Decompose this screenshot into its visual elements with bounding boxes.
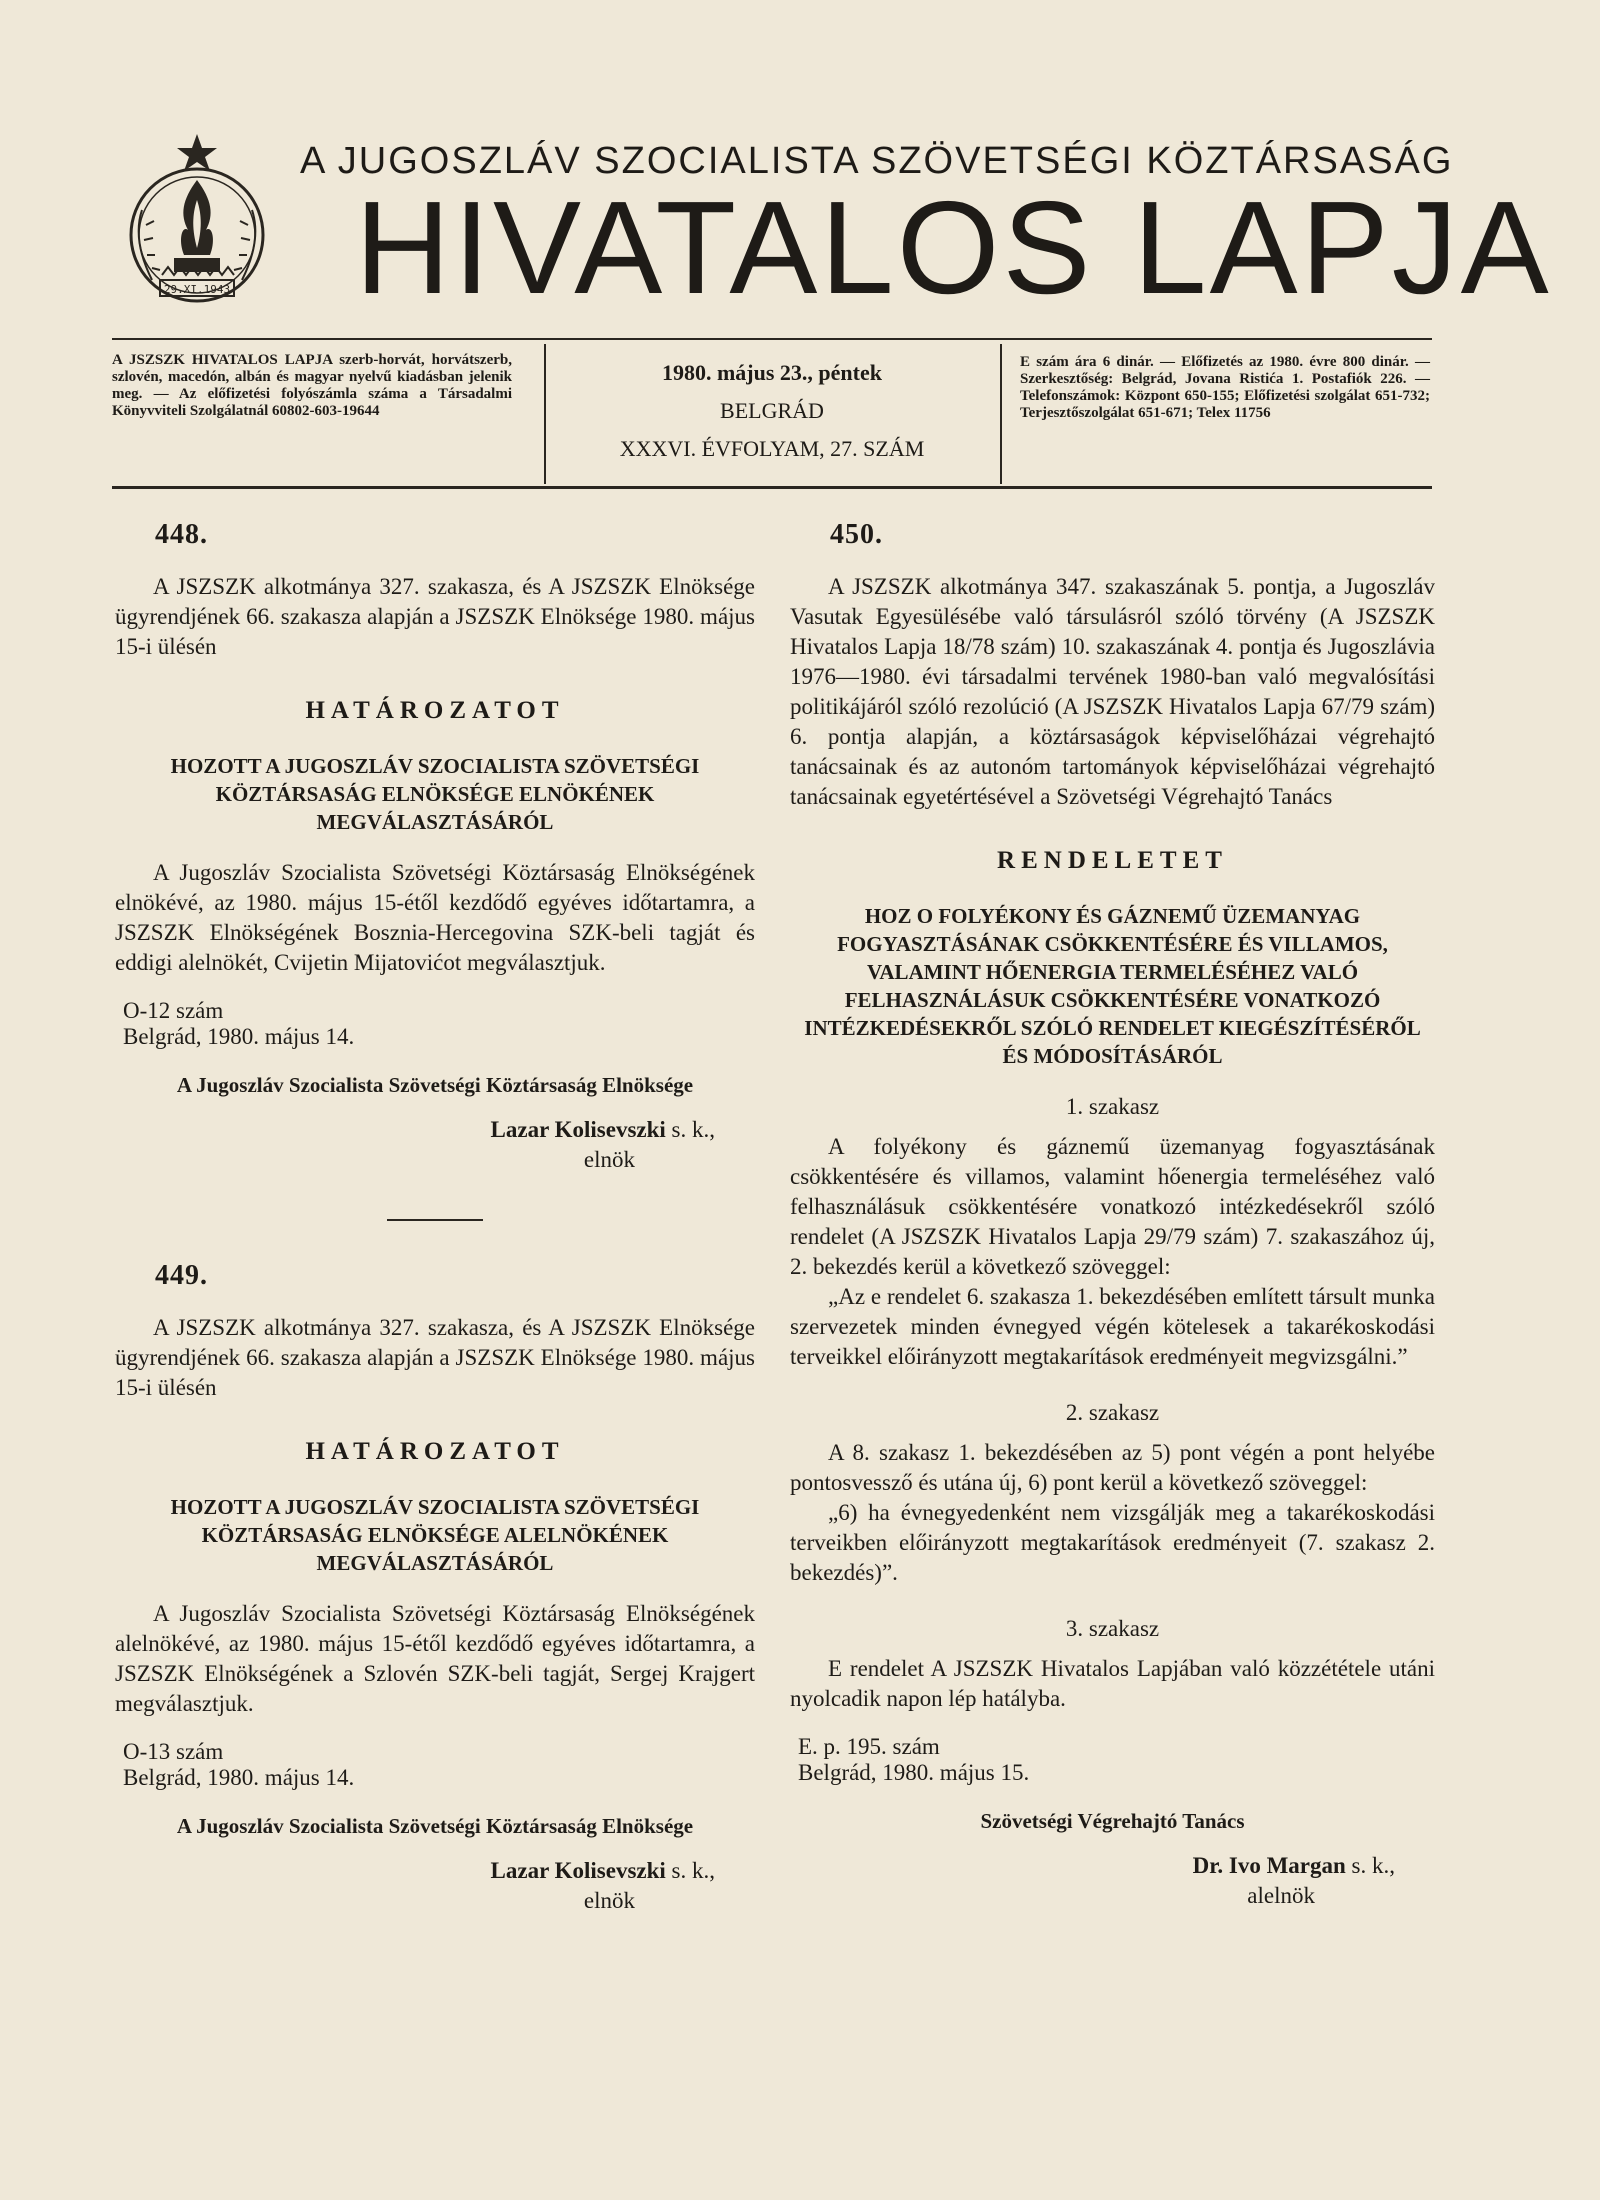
section-1-quote: „Az e rendelet 6. szakasza 1. bekezdésében említett társult munka szervezetek minden évnegyed végén kötelesek a takarékoskodási terveikkel előirányzott megtakarítások eredményeit megvizsgálni.” [790,1284,1435,1369]
section-2-body: A 8. szakasz 1. bekezdésében az 5) pont végén a pont helyébe pontosvessző és utána új, 6) pont kerül a következő szöveggel: [790,1440,1435,1495]
document-place-date: Belgrád, 1980. május 14. [123,1765,355,1790]
document-body: A Jugoszláv Szocialista Szövetségi Köztársaság Elnökségének elnökévé, az 1980. május 15-étől kezdődő egyéves időtartamra, a JSZSZK Elnökségének Bosznia-Hercegovina SZK-beli tagját és eddigi alelnökét, Cvijetin Mijatovićot megválasztjuk. [115,860,755,975]
document-subhead: HOZOTT A JUGOSZLÁV SZOCIALISTA SZÖVETSÉGI KÖZTÁRSASÁG ELNÖKSÉGE ELNÖKÉNEK MEGVÁLASZTÁSÁRÓL [170,754,700,834]
band-bottom-rule [112,486,1432,489]
document-issuer: A Jugoszláv Szocialista Szövetségi Köztársaság Elnöksége [176,1073,694,1097]
signer-suffix: s. k., [665,1117,715,1142]
document-ref: E. p. 195. szám [798,1734,940,1759]
document-number: 448. [155,519,208,550]
band-divider-1 [544,344,546,484]
info-band [112,338,1432,488]
signature-block [115,1856,755,1916]
document-meta [790,1734,1435,1786]
signer-name: Dr. Ivo Margan [1192,1853,1346,1878]
signer-suffix: s. k., [1345,1853,1395,1878]
document-issuer: Szövetségi Végrehajtó Tanács [980,1809,1245,1833]
document-subhead: HOZOTT A JUGOSZLÁV SZOCIALISTA SZÖVETSÉGI KÖZTÁRSASÁG ELNÖKSÉGE ALELNÖKÉNEK MEGVÁLASZTÁSÁRÓL [170,1495,700,1575]
issue-date: 1980. május 23., péntek [661,360,882,385]
document-meta [115,998,755,1050]
document-place-date: Belgrád, 1980. május 14. [123,1024,355,1049]
document-place-date: Belgrád, 1980. május 15. [798,1760,1030,1785]
document-450 [790,520,1435,1911]
signature-block [115,1115,755,1175]
document-heading: RENDELETET [997,847,1228,874]
band-top-rule [112,338,1432,340]
state-emblem-icon [122,130,272,315]
masthead-top-line: A JUGOSZLÁV SZOCIALISTA SZÖVETSÉGI KÖZTÁRSASÁG [300,140,1454,182]
issue-info [562,354,982,468]
section-3-body: E rendelet A JSZSZK Hivatalos Lapjában való közzététele utáni nyolcadik napon lép hatályba. [790,1656,1435,1711]
document-meta [115,1739,755,1791]
section-2-quote: „6) ha évnegyedenként nem vizsgálják meg a takarékoskodási terveikben előirányzott megtakarítások eredményeit (7. szakasz 2. bekezdés)”. [790,1500,1435,1585]
left-column [115,520,755,1916]
section-2-title: 2. szakasz [1065,1400,1160,1425]
document-heading: HATÁROZATOT [305,697,565,724]
document-448 [115,520,755,1175]
document-number: 449. [155,1260,208,1291]
band-divider-2 [1000,344,1002,484]
document-ref: O-13 szám [123,1739,224,1764]
masthead-title: HIVATALOS LAPJA [355,174,1552,321]
signer-name: Lazar Kolisevszki [490,1117,666,1142]
signer-role: alelnök [1247,1883,1315,1908]
right-column [790,520,1435,1911]
document-449 [115,1261,755,1916]
document-heading: HATÁROZATOT [305,1438,565,1465]
issue-volume: XXXVI. ÉVFOLYAM, 27. SZÁM [619,436,925,461]
issue-place: BELGRÁD [720,398,824,423]
document-ref: O-12 szám [123,998,224,1023]
document-intro: A JSZSZK alkotmánya 327. szakasza, és A JSZSZK Elnöksége ügyrendjének 66. szakasza alapján a JSZSZK Elnöksége 1980. május 15-i ülésén [115,574,755,659]
section-3-title: 3. szakasz [1065,1616,1160,1641]
document-subhead: HOZ O FOLYÉKONY ÉS GÁZNEMŰ ÜZEMANYAG FOGYASZTÁSÁNAK CSÖKKENTÉSÉRE ÉS VILLAMOS, VALAMINT HŐENERGIA TERMELÉSÉHEZ VALÓ FELHASZNÁLÁSUK CSÖKKENTÉSÉRE VONATKOZÓ INTÉZKEDÉSEKRŐL SZÓLÓ RENDELET KIEGÉSZÍTÉSÉRŐL ÉS MÓDOSÍTÁSÁRÓL [804,904,1421,1068]
document-intro: A JSZSZK alkotmánya 327. szakasza, és A JSZSZK Elnöksége ügyrendjének 66. szakasza alapján a JSZSZK Elnöksége 1980. május 15-i ülésén [115,1315,755,1400]
signer-suffix: s. k., [665,1858,715,1883]
document-intro: A JSZSZK alkotmánya 347. szakaszának 5. pontja, a Jugoszláv Vasutak Egyesülésébe való társulásról szóló törvény (A JSZSZK Hivatalos Lapja 18/78 szám) 10. szakaszának 4. pontja és Jugoszlávia 1976—1980. évi társadalmi tervének 1980-ban való megvalósítási politikájáról szóló rezolúció (A JSZSZK Hivatalos Lapja 67/79 szám) 6. pontja alapján, a köztársaságok képviselőházai végrehajtó tanácsainak és az autonóm tartományok képviselőházai végrehajtó tanácsainak egyetértésével a Szövetségi Végrehajtó Tanács [790,574,1435,809]
document-number: 450. [830,519,883,550]
signature-block [790,1851,1435,1911]
signer-role: elnök [583,1888,635,1913]
document-issuer: A Jugoszláv Szocialista Szövetségi Köztársaság Elnöksége [176,1814,694,1838]
section-1-title: 1. szakasz [1065,1094,1160,1119]
section-1-body: A folyékony és gáznemű üzemanyag fogyasztásának csökkentésére és villamos, valamint hőenergia termeléséhez való felhasználásuk csökkentésére vonatkozó intézkedésekről szóló rendelet (A JSZSZK Hivatalos Lapja 29/79 szám) 7. szakaszához új, 2. bekezdés kerül a következő szöveggel: [790,1134,1435,1279]
signer-role: elnök [583,1147,635,1172]
subscription-info: E szám ára 6 dinár. — Előfizetés az 1980. évre 800 dinár. — Szerkesztőség: Belgrád, Jovana Ristića 1. Postafiók 226. — Telefonszámok: Központ 650-155; Előfizetési szolgálat 651-732; Terjesztőszolgálat 651-671; Telex 11756 [1020,354,1430,421]
emblem-date: 29.XI.1943 [163,283,231,296]
document-body: A Jugoszláv Szocialista Szövetségi Köztársaság Elnökségének alelnökévé, az 1980. május 15-étől kezdődő egyéves időtartamra, a JSZSZK Elnökségének a Szlovén SZK-beli tagját, Sergej Krajgert megválasztjuk. [115,1601,755,1716]
signer-name: Lazar Kolisevszki [490,1858,666,1883]
publication-info: A JSZSZK HIVATALOS LAPJA szerb-horvát, horvátszerb, szlovén, macedón, albán és magyar nyelvű kiadásban jelenik meg. — Az előfizetési folyószámla száma a Társadalmi Könyvviteli Szolgálatnál 60802-603-19644 [112,352,512,419]
section-divider [387,1219,483,1221]
